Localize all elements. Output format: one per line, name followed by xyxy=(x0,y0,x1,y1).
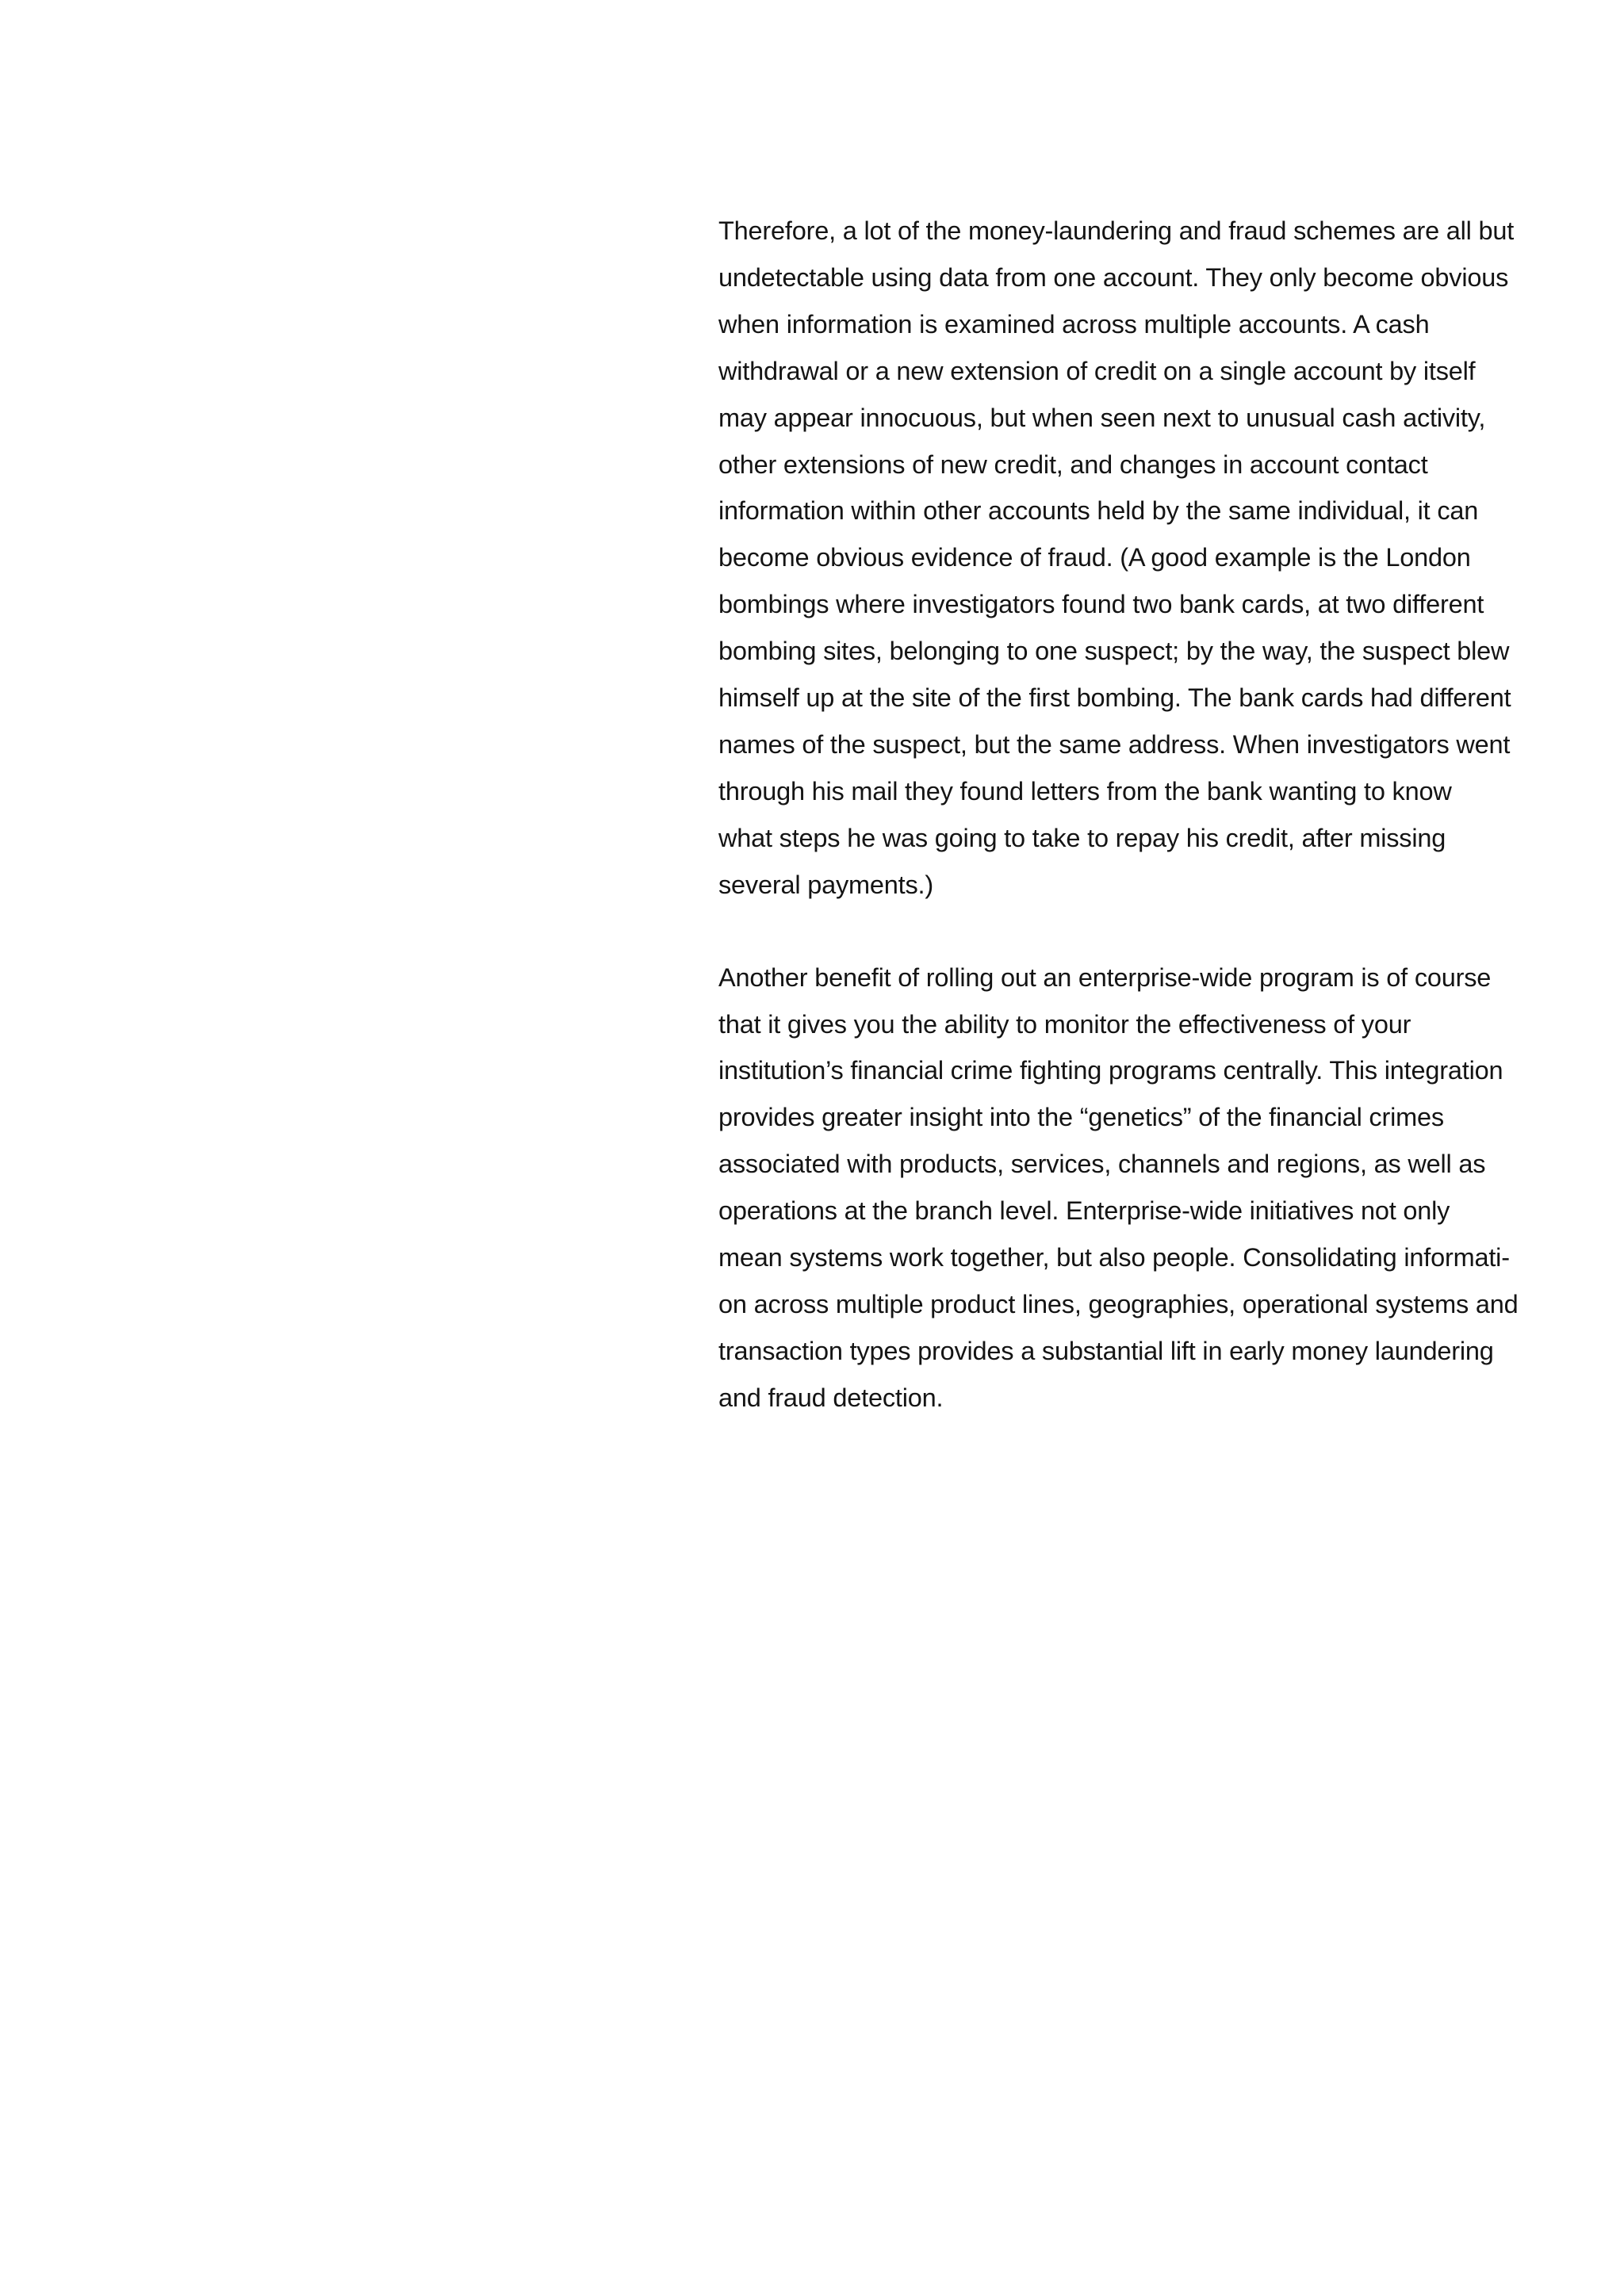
paragraph-line: several payments.) xyxy=(718,870,933,899)
paragraph-line: other extensions of new credit, and changes in account contact xyxy=(718,450,1428,479)
paragraph-2 xyxy=(718,955,1543,1422)
paragraph-line: names of the suspect, but the same address. When investigators went xyxy=(718,729,1511,759)
paragraph-line: withdrawal or a new extension of credit on a single account by itself xyxy=(718,356,1476,385)
paragraph-line: bombing sites, belonging to one suspect; by the way, the suspect blew xyxy=(718,637,1510,666)
paragraph-line: through his mail they found letters from the bank wanting to know xyxy=(718,776,1452,806)
paragraph-line: what steps he was going to take to repay his credit, after missing xyxy=(718,823,1446,852)
paragraph-line: undetectable using data from one account. They only become obvious xyxy=(718,262,1509,292)
paragraph-line: Therefore, a lot of the money-laundering and fraud schemes are all but xyxy=(718,216,1515,245)
paragraph-line: when information is examined across multiple accounts. A cash xyxy=(718,309,1430,339)
paragraph-line: and fraud detection. xyxy=(718,1383,944,1412)
paragraph-line: operations at the branch level. Enterprise-wide initiatives not only xyxy=(718,1196,1450,1226)
paragraph-line: associated with products, services, channels and regions, as well as xyxy=(718,1150,1486,1179)
paragraph-line: bombings where investigators found two bank cards, at two different xyxy=(718,590,1484,619)
paragraph-line: transaction types provides a substantial lift in early money laundering xyxy=(718,1336,1494,1365)
paragraph-spacer xyxy=(718,909,1543,955)
paragraph-line: information within other accounts held by the same individual, it can xyxy=(718,496,1479,526)
paragraph-line: become obvious evidence of fraud. (A good example is the London xyxy=(718,543,1471,572)
paragraph-line: may appear innocuous, but when seen next to unusual cash activity, xyxy=(718,403,1486,432)
body-text-column xyxy=(718,208,1543,1422)
paragraph-line: Another benefit of rolling out an enterprise-wide program is of course xyxy=(718,962,1492,992)
paragraph-line: himself up at the site of the first bombing. The bank cards had different xyxy=(718,683,1511,713)
paragraph-line: that it gives you the ability to monitor the effectiveness of your xyxy=(718,1009,1411,1039)
paragraph-line: provides greater insight into the “genetics” of the financial crimes xyxy=(718,1103,1444,1132)
paragraph-1 xyxy=(718,208,1543,909)
paragraph-line: institution’s financial crime fighting programs centrally. This integration xyxy=(718,1056,1503,1085)
paragraph-line: on across multiple product lines, geographies, operational systems and xyxy=(718,1289,1519,1318)
paragraph-line: mean systems work together, but also people. Consolidating informati- xyxy=(718,1243,1510,1272)
